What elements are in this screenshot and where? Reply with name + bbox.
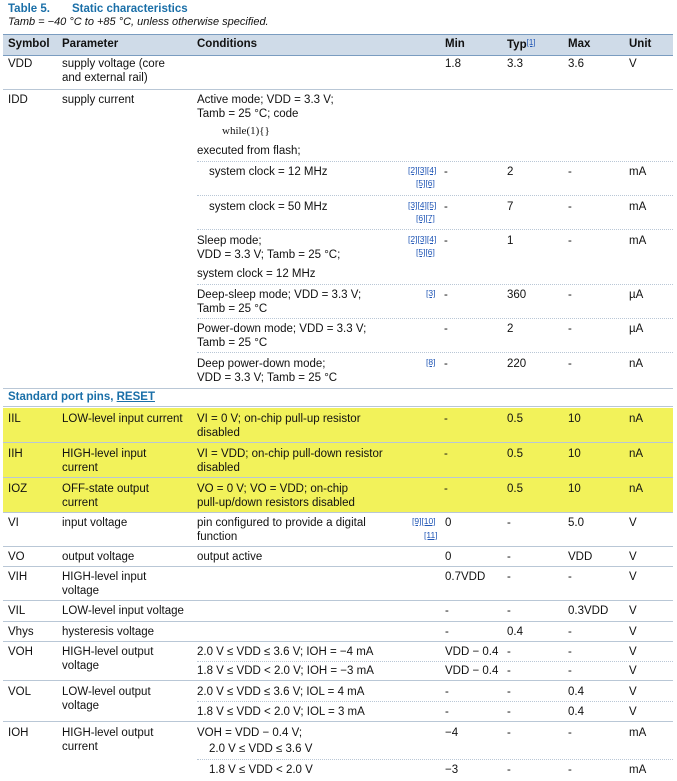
header-parameter: Parameter [62, 38, 119, 50]
unit-cell: µA [629, 289, 644, 301]
parameter-cell: voltage [62, 700, 100, 712]
unit-cell: V [629, 686, 637, 698]
typ-cell: 360 [507, 289, 527, 301]
max-cell: 10 [568, 483, 581, 495]
condition-cell: 2.0 V ≤ VDD ≤ 3.6 V [209, 743, 313, 755]
min-cell: - [444, 289, 448, 301]
condition-cell: system clock = 50 MHz [209, 201, 328, 213]
condition-cell: Tamb = 25 °C [197, 303, 268, 315]
parameter-cell: output voltage [62, 551, 135, 563]
typ-cell: - [507, 764, 511, 776]
condition-cell: VDD = 3.3 V; Tamb = 25 °C; [197, 249, 341, 261]
symbol-cell: VO [8, 551, 25, 563]
parameter-cell: voltage [62, 585, 100, 597]
condition-cell: disabled [197, 462, 240, 474]
max-cell: - [568, 358, 572, 370]
condition-cell: Power-down mode; VDD = 3.3 V; [197, 323, 367, 335]
max-cell: 5.0 [568, 517, 584, 529]
unit-cell: mA [629, 727, 647, 739]
parameter-cell: hysteresis voltage [62, 626, 155, 638]
table-number: Table 5. [8, 3, 50, 15]
unit-cell: V [629, 605, 637, 617]
symbol-cell: VDD [8, 58, 33, 70]
unit-cell: µA [629, 323, 644, 335]
min-cell: - [444, 235, 448, 247]
min-cell: - [444, 201, 448, 213]
max-cell: - [568, 727, 572, 739]
max-cell: - [568, 323, 572, 335]
condition-cell: VDD = 3.3 V; Tamb = 25 °C [197, 372, 338, 384]
parameter-cell: LOW-level input voltage [62, 605, 184, 617]
footnote-link[interactable]: [2][3][4] [408, 165, 437, 175]
typ-footnote-link[interactable]: [1] [526, 38, 536, 47]
symbol-cell: VI [8, 517, 19, 529]
parameter-cell: OFF-state output [62, 483, 149, 495]
parameter-cell: HIGH-level output [62, 646, 154, 658]
header-min: Min [445, 38, 465, 50]
unit-cell: mA [629, 235, 647, 247]
min-cell: 1.8 [445, 58, 461, 70]
table-header [3, 34, 673, 56]
min-cell: 0 [445, 551, 452, 563]
typ-cell: 7 [507, 201, 514, 213]
symbol-cell: VOH [8, 646, 33, 658]
unit-cell: mA [629, 201, 647, 213]
typ-cell: - [507, 665, 511, 677]
header-unit: Unit [629, 38, 652, 50]
condition-cell: pull-up/down resistors disabled [197, 497, 355, 509]
min-cell: VDD − 0.4 [445, 665, 499, 677]
header-symbol: Symbol [8, 38, 50, 50]
condition-cell: function [197, 531, 238, 543]
typ-cell: - [507, 686, 511, 698]
condition-cell: VI = VDD; on-chip pull-down resistor [197, 448, 383, 460]
header-typ: Typ[1] [507, 38, 536, 51]
max-cell: - [568, 665, 572, 677]
min-cell: - [445, 626, 449, 638]
typ-cell: - [507, 571, 511, 583]
footnote-link[interactable]: [11] [424, 530, 438, 540]
min-cell: - [445, 605, 449, 617]
max-cell: - [568, 166, 572, 178]
table-title: Static characteristics [71, 3, 188, 15]
parameter-cell: HIGH-level input [62, 571, 147, 583]
condition-cell: Active mode; VDD = 3.3 V; [197, 94, 334, 106]
max-cell: - [568, 626, 572, 638]
max-cell: 10 [568, 413, 581, 425]
min-cell: - [444, 166, 448, 178]
max-cell: - [568, 571, 572, 583]
footnote-link[interactable]: [3][4][5] [408, 200, 437, 210]
min-cell: - [444, 448, 448, 460]
max-cell: 0.3VDD [568, 605, 609, 617]
min-cell: −4 [445, 727, 459, 739]
symbol-cell: IIL [8, 413, 21, 425]
typ-cell: 2 [507, 166, 514, 178]
typ-cell: - [507, 727, 511, 739]
condition-cell: VO = 0 V; VO = VDD; on-chip [197, 483, 349, 495]
min-cell: - [445, 706, 449, 718]
condition-cell: Deep-sleep mode; VDD = 3.3 V; [197, 289, 362, 301]
symbol-cell: VOL [8, 686, 32, 698]
footnote-link[interactable]: [9][10] [412, 516, 436, 526]
symbol-cell: VIH [8, 571, 28, 583]
typ-cell: - [507, 551, 511, 563]
parameter-cell: supply voltage (core [62, 58, 165, 70]
symbol-cell: Vhys [8, 626, 34, 638]
typ-cell: - [507, 605, 511, 617]
symbol-cell: IIH [8, 448, 23, 460]
typ-cell: - [507, 646, 511, 658]
condition-cell: disabled [197, 427, 240, 439]
unit-cell: V [629, 517, 637, 529]
parameter-cell: and external rail) [62, 72, 148, 84]
typ-cell: - [507, 517, 511, 529]
typ-cell: 0.5 [507, 448, 523, 460]
condition-cell: Sleep mode; [197, 235, 262, 247]
parameter-cell: input voltage [62, 517, 128, 529]
max-cell: - [568, 201, 572, 213]
parameter-cell: voltage [62, 660, 100, 672]
condition-cell: 1.8 V ≤ VDD < 2.0 V; IOH = −3 mA [197, 665, 374, 677]
typ-cell: 1 [507, 235, 514, 247]
max-cell: - [568, 235, 572, 247]
max-cell: 0.4 [568, 686, 584, 698]
parameter-cell: current [62, 462, 98, 474]
condition-cell: 1.8 V ≤ VDD < 2.0 V [209, 764, 313, 776]
footnote-link[interactable]: [2][3][4] [408, 234, 437, 244]
condition-cell: VI = 0 V; on-chip pull-up resistor [197, 413, 361, 425]
min-cell: 0.7VDD [445, 571, 486, 583]
parameter-cell: HIGH-level output [62, 727, 154, 739]
typ-cell: 3.3 [507, 58, 523, 70]
unit-cell: nA [629, 448, 644, 460]
symbol-cell: IDD [8, 94, 28, 106]
condition-cell: Tamb = 25 °C [197, 337, 268, 349]
unit-cell: nA [629, 483, 644, 495]
min-cell: 0 [445, 517, 452, 529]
max-cell: VDD [568, 551, 593, 563]
min-cell: - [444, 413, 448, 425]
min-cell: −3 [445, 764, 459, 776]
parameter-cell: current [62, 741, 98, 753]
condition-cell: system clock = 12 MHz [197, 268, 316, 280]
min-cell: - [445, 686, 449, 698]
footnote-link[interactable]: [5][6] [416, 247, 435, 257]
table-subtitle: Tamb = −40 °C to +85 °C, unless otherwise specified. [8, 16, 269, 28]
parameter-cell: HIGH-level input [62, 448, 147, 460]
symbol-cell: IOH [8, 727, 29, 739]
condition-cell: pin configured to provide a digital [197, 517, 366, 529]
symbol-cell: VIL [8, 605, 26, 617]
header-conditions: Conditions [197, 38, 258, 50]
parameter-cell: LOW-level input current [62, 413, 183, 425]
footnote-link[interactable]: [8] [426, 357, 436, 367]
code-snippet: while(1){} [222, 125, 270, 137]
max-cell: - [568, 764, 572, 776]
condition-cell: VOH = VDD − 0.4 V; [197, 727, 303, 739]
unit-cell: V [629, 646, 637, 658]
parameter-cell: LOW-level output [62, 686, 151, 698]
header-max: Max [568, 38, 591, 50]
condition-cell: executed from flash; [197, 145, 301, 157]
condition-cell: Deep power-down mode; [197, 358, 326, 370]
typ-cell: 0.5 [507, 413, 523, 425]
unit-cell: V [629, 58, 637, 70]
max-cell: - [568, 289, 572, 301]
footnote-link[interactable]: [5][6] [416, 178, 435, 188]
unit-cell: mA [629, 166, 647, 178]
section-heading: Standard port pins, RESET [8, 391, 155, 403]
table-caption [8, 3, 269, 28]
typ-cell: 0.4 [507, 626, 523, 638]
typ-cell: 220 [507, 358, 527, 370]
condition-cell: system clock = 12 MHz [209, 166, 328, 178]
typ-cell: 2 [507, 323, 514, 335]
condition-cell: output active [197, 551, 263, 563]
typ-cell: 0.5 [507, 483, 523, 495]
footnote-link[interactable]: [6][7] [416, 213, 435, 223]
unit-cell: V [629, 665, 637, 677]
typ-cell: - [507, 706, 511, 718]
unit-cell: V [629, 626, 637, 638]
min-cell: - [444, 358, 448, 370]
unit-cell: mA [629, 764, 647, 776]
condition-cell: 1.8 V ≤ VDD < 2.0 V; IOL = 3 mA [197, 706, 365, 718]
max-cell: 0.4 [568, 706, 584, 718]
parameter-cell: current [62, 497, 98, 509]
unit-cell: V [629, 571, 637, 583]
footnote-link[interactable]: [3] [426, 288, 436, 298]
unit-cell: nA [629, 413, 644, 425]
max-cell: 3.6 [568, 58, 584, 70]
symbol-cell: IOZ [8, 483, 28, 495]
condition-cell: 2.0 V ≤ VDD ≤ 3.6 V; IOL = 4 mA [197, 686, 365, 698]
min-cell: - [444, 483, 448, 495]
max-cell: - [568, 646, 572, 658]
unit-cell: V [629, 706, 637, 718]
max-cell: 10 [568, 448, 581, 460]
unit-cell: V [629, 551, 637, 563]
unit-cell: nA [629, 358, 644, 370]
condition-cell: 2.0 V ≤ VDD ≤ 3.6 V; IOH = −4 mA [197, 646, 374, 658]
min-cell: - [444, 323, 448, 335]
condition-cell: Tamb = 25 °C; code [197, 108, 299, 120]
parameter-cell: supply current [62, 94, 135, 106]
min-cell: VDD − 0.4 [445, 646, 499, 658]
